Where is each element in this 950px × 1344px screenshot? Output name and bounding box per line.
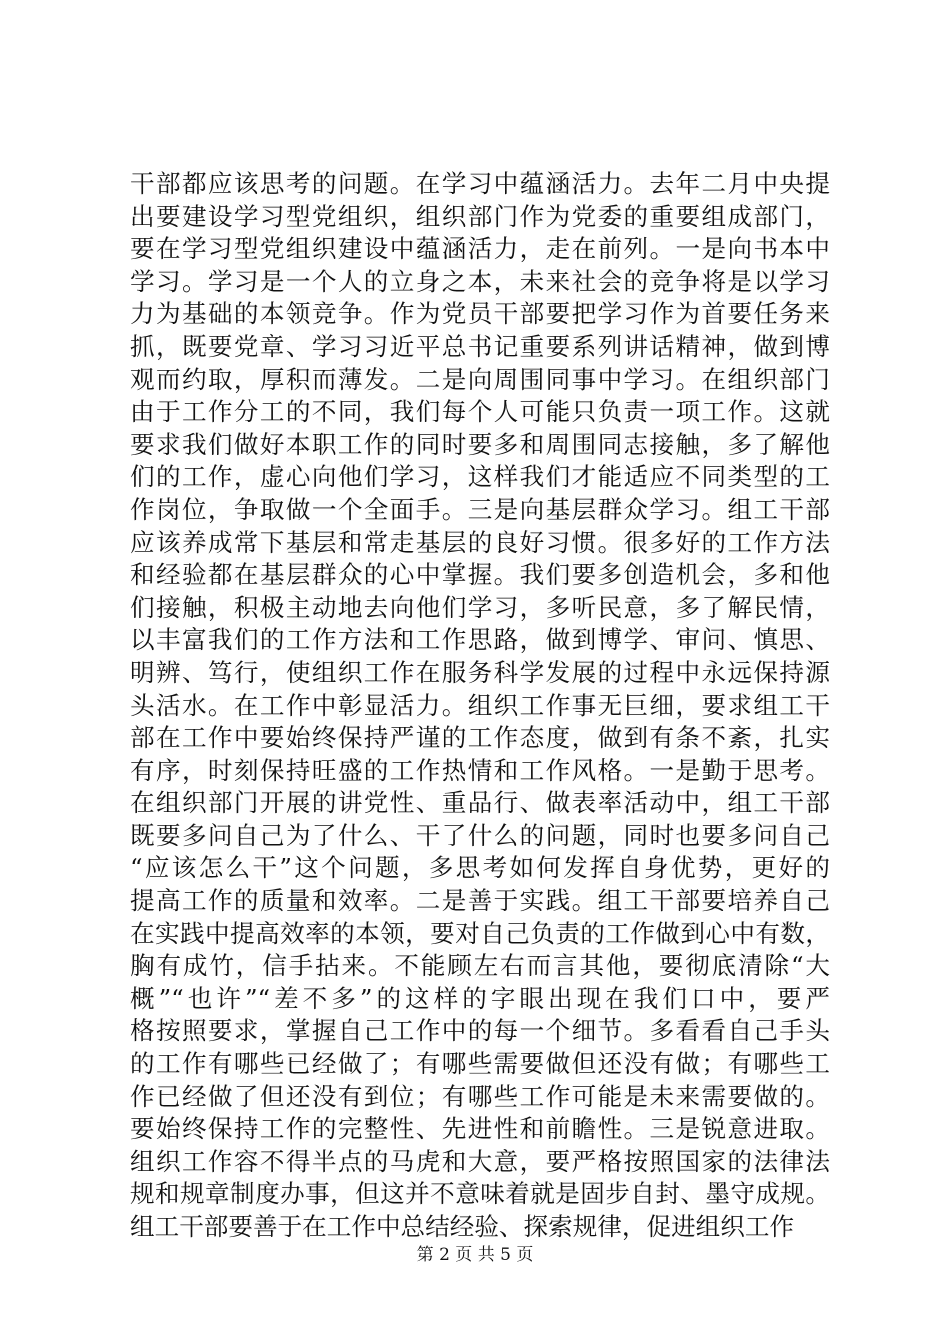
text-line: 干部都应该思考的问题。在学习中蕴涵活力。去年二月中央提: [130, 169, 830, 198]
text-line: 们的工作，虚心向他们学习，这样我们才能适应不同类型的工: [130, 462, 830, 492]
body-text: [130, 168, 830, 1244]
text-line: 规和规章制度办事，但这并不意味着就是固步自封、墨守成规。: [130, 1179, 830, 1209]
text-line: 要在学习型党组织建设中蕴涵活力，走在前列。一是向书本中: [130, 234, 830, 264]
text-line: 出要建设学习型党组织，组织部门作为党委的重要组成部门，: [130, 201, 830, 231]
text-line: 要求我们做好本职工作的同时要多和周围同志接触，多了解他: [130, 429, 830, 459]
text-line: 概”“也许”“差不多”的这样的字眼出现在我们口中，要严: [130, 983, 830, 1013]
text-line: 力为基础的本领竞争。作为党员干部要把学习作为首要任务来: [130, 299, 830, 329]
text-line: 由于工作分工的不同，我们每个人可能只负责一项工作。这就: [130, 397, 830, 427]
text-line: 以丰富我们的工作方法和工作思路，做到博学、审问、慎思、: [130, 625, 830, 655]
text-line: 作已经做了但还没有到位；有哪些工作可能是未来需要做的。: [130, 1081, 830, 1111]
text-line: 有序，时刻保持旺盛的工作热情和工作风格。一是勤于思考。: [130, 755, 830, 785]
text-line: 既要多问自己为了什么、干了什么的问题，同时也要多问自己: [130, 820, 830, 850]
text-line: 抓，既要党章、学习习近平总书记重要系列讲话精神，做到博: [130, 331, 830, 361]
text-line: 头活水。在工作中彰显活力。组织工作事无巨细，要求组工干: [130, 690, 830, 720]
text-line: 们接触，积极主动地去向他们学习，多听民意，多了解民情，: [130, 592, 830, 622]
text-line: 观而约取，厚积而薄发。二是向周围同事中学习。在组织部门: [130, 364, 830, 394]
text-line: 的工作有哪些已经做了；有哪些需要做但还没有做；有哪些工: [130, 1049, 830, 1079]
text-line: 要始终保持工作的完整性、先进性和前瞻性。三是锐意进取。: [130, 1114, 830, 1144]
text-line: 作岗位，争取做一个全面手。三是向基层群众学习。组工干部: [130, 494, 830, 524]
page-number-footer: 第 2 页 共 5 页: [416, 1245, 534, 1265]
text-line: 和经验都在基层群众的心中掌握。我们要多创造机会，多和他: [130, 560, 830, 590]
text-line: 在实践中提高效率的本领，要对自己负责的工作做到心中有数，: [130, 918, 830, 948]
text-line: 格按照要求，掌握自己工作中的每一个细节。多看看自己手头: [130, 1016, 830, 1046]
text-line: 明辨、笃行，使组织工作在服务科学发展的过程中永远保持源: [130, 657, 830, 687]
text-line: 应该养成常下基层和常走基层的良好习惯。很多好的工作方法: [130, 527, 830, 557]
text-line: 组工干部要善于在工作中总结经验、探索规律，促进组织工作: [130, 1212, 795, 1241]
text-line: 部在工作中要始终保持严谨的工作态度，做到有条不紊，扎实: [130, 723, 830, 753]
text-line: 组织工作容不得半点的马虎和大意，要严格按照国家的法律法: [130, 1146, 830, 1176]
text-line: 提高工作的质量和效率。二是善于实践。组工干部要培养自己: [130, 886, 830, 916]
text-line: “应该怎么干”这个问题，多思考如何发挥自身优势，更好的: [130, 853, 830, 883]
text-line: 胸有成竹，信手拈来。不能顾左右而言其他，要彻底清除“大: [130, 951, 830, 981]
text-line: 在组织部门开展的讲党性、重品行、做表率活动中，组工干部: [130, 788, 830, 818]
text-line: 学习。学习是一个人的立身之本，未来社会的竞争将是以学习: [130, 266, 830, 296]
